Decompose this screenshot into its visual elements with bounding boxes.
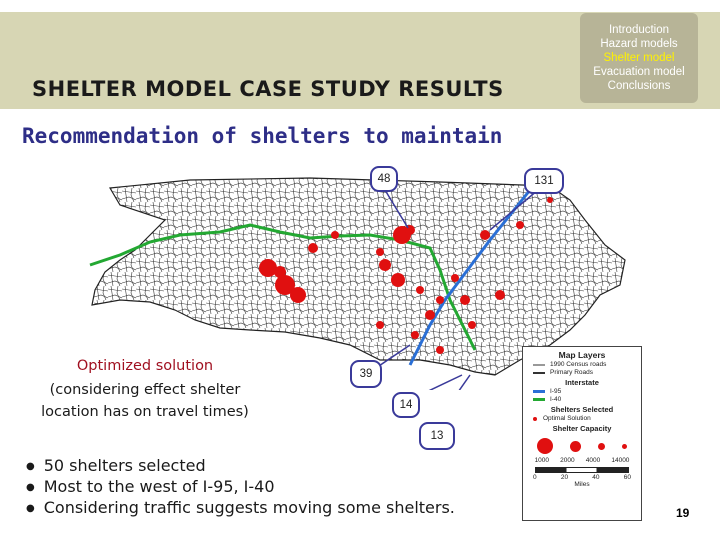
- legend-scale-unit: Miles: [574, 481, 590, 488]
- shelter-marker: [290, 287, 306, 303]
- callout-48: 48: [370, 166, 398, 192]
- caption-line-3: location has on travel times): [41, 404, 249, 420]
- bullet-dot-icon: ●: [26, 482, 35, 493]
- legend-i40: I-40: [533, 396, 641, 403]
- bullet-dot-icon: ●: [26, 461, 35, 472]
- shelter-marker: [379, 259, 391, 271]
- legend-scale-values: 0 20 40 60: [533, 474, 631, 481]
- nav-item-introduction[interactable]: Introduction: [608, 24, 670, 36]
- shelter-marker: [480, 230, 490, 240]
- bullet-item: ● Most to the west of I-95, I-40: [26, 477, 275, 496]
- shelter-marker: [547, 197, 553, 203]
- map-legend: [522, 346, 642, 521]
- shelter-marker: [436, 296, 444, 304]
- shelter-marker: [308, 243, 318, 253]
- shelter-marker: [259, 259, 277, 277]
- capacity-symbol: [598, 443, 605, 450]
- legend-scale-bar: [535, 467, 629, 473]
- shelter-marker: [468, 321, 476, 329]
- caption-line-2: (considering effect shelter: [49, 382, 241, 398]
- shelter-marker: [460, 295, 470, 305]
- bullet-dot-icon: ●: [26, 503, 35, 514]
- section-nav: [580, 13, 698, 103]
- shelter-marker: [391, 273, 405, 287]
- shelter-marker: [436, 346, 444, 354]
- shelter-marker: [376, 248, 384, 256]
- callout-leader-14: [420, 375, 462, 390]
- shelter-marker: [331, 231, 339, 239]
- nav-item-evacuation-model[interactable]: Evacuation model: [593, 66, 685, 78]
- bullet-list: [26, 456, 455, 519]
- slide-title: SHELTER MODEL CASE STUDY RESULTS: [32, 77, 504, 101]
- capacity-symbol: [570, 441, 581, 452]
- callout-13: 13: [419, 422, 455, 450]
- legend-capacity-symbols: [529, 436, 635, 456]
- callout-14: 14: [392, 392, 420, 418]
- slide-subtitle: Recommendation of shelters to maintain: [22, 124, 503, 148]
- shelter-marker: [376, 321, 384, 329]
- legend-title: Map Layers: [558, 350, 606, 360]
- caption-line-1: Optimized solution: [76, 358, 214, 374]
- page-number: 19: [676, 506, 690, 520]
- bullet-item: ● Considering traffic suggests moving some shelters.: [26, 498, 455, 517]
- shelter-marker: [411, 331, 419, 339]
- capacity-symbol: [537, 438, 553, 454]
- legend-shelters-item: Optimal Solution: [533, 415, 641, 422]
- legend-roads-1: 1990 Census roads: [533, 361, 641, 368]
- capacity-symbol: [622, 444, 627, 449]
- legend-i95: I-95: [533, 388, 641, 395]
- shelter-marker: [495, 290, 505, 300]
- nav-item-shelter-model[interactable]: Shelter model: [603, 52, 675, 64]
- callout-131: 131: [524, 168, 564, 194]
- shelter-marker: [516, 221, 524, 229]
- shelter-marker: [451, 274, 459, 282]
- nav-item-conclusions[interactable]: Conclusions: [607, 80, 671, 92]
- shelter-marker: [416, 286, 424, 294]
- legend-capacity-title: Shelter Capacity: [552, 424, 612, 433]
- legend-capacity-values: 1000 2000 4000 14000: [534, 457, 630, 464]
- bullet-item: ● 50 shelters selected: [26, 456, 206, 475]
- shelter-marker: [274, 266, 286, 278]
- callout-leader-13: [435, 375, 470, 390]
- shelter-marker: [425, 310, 435, 320]
- legend-shelters-title: Shelters Selected: [550, 405, 614, 414]
- callout-39: 39: [350, 360, 382, 388]
- legend-interstate-title: Interstate: [565, 378, 599, 387]
- nav-item-hazard-models[interactable]: Hazard models: [600, 38, 678, 50]
- legend-roads-2: Primary Roads: [533, 369, 641, 376]
